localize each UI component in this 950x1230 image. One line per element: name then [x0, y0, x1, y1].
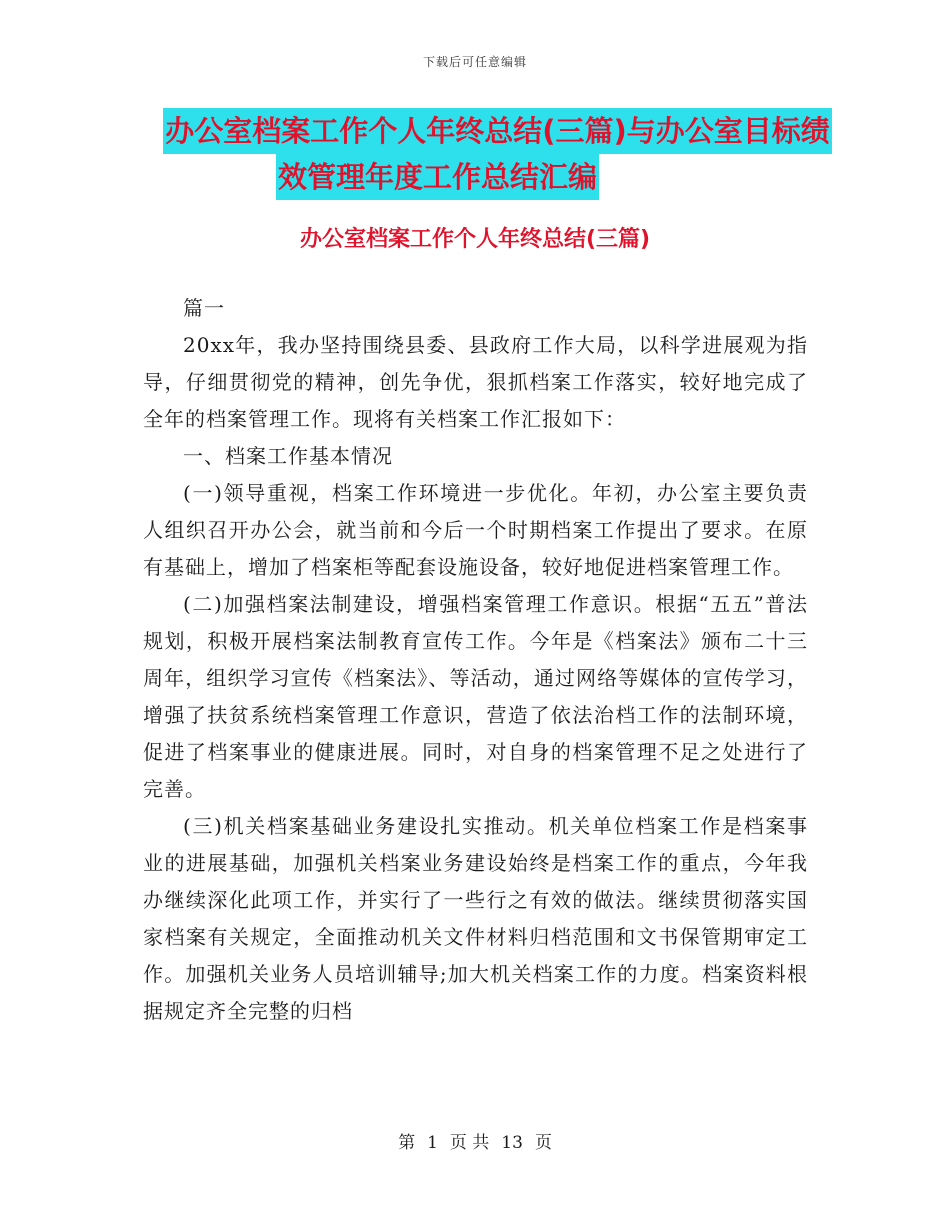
document-title [0, 108, 950, 200]
paragraph-item-2: (二)加强档案法制建设，增强档案管理工作意识。根据“五五”普法规划，积极开展档案法制教育宣传工作。今年是《档案法》颁布二十三周年，组织学习宣传《档案法》、等活动，通过网络等媒体的宣传学习，增强了扶贫系统档案管理工作意识，营造了依法治档工作的法制环境，促进了档案事业的健康进展。同时，对自身的档案管理不足之处进行了完善。 [143, 592, 808, 801]
paragraph-item-3: (三)机关档案基础业务建设扎实推动。机关单位档案工作是档案事业的进展基础，加强机关档案业务建设始终是档案工作的重点，今年我办继续深化此项工作，并实行了一些行之有效的做法。继续贯彻落实国家档案有关规定，全面推动机关文件材料归档范围和文书保管期审定工作。加强机关业务人员培训辅导;加大机关档案工作的力度。档案资料根据规定齐全完整的归档 [143, 814, 808, 1023]
section-heading: 一、档案工作基本情况 [183, 444, 393, 468]
footer-middle: 页 共 [449, 1133, 490, 1153]
title-line-1: 办公室档案工作个人年终总结(三篇)与办公室目标绩 [163, 108, 832, 154]
section-subtitle: 办公室档案工作个人年终总结(三篇) [299, 227, 651, 252]
document-body [143, 290, 808, 1030]
footer-suffix: 页 [534, 1133, 552, 1153]
footer-page-number: 1 [427, 1133, 438, 1153]
paragraph-heading-1: 篇一 [183, 296, 225, 320]
header-note: 下载后可任意编辑 [422, 55, 527, 69]
page-footer [0, 1128, 950, 1153]
paragraph-intro: 20xx年，我办坚持围绕县委、县政府工作大局，以科学进展观为指导，仔细贯彻党的精神，创先争优，狠抓档案工作落实，较好地完成了全年的档案管理工作。现将有关档案工作汇报如下： [143, 333, 808, 431]
paragraph-item-1: (一)领导重视，档案工作环境进一步优化。年初，办公室主要负责人组织召开办公会，就当前和今后一个时期档案工作提出了要求。在原有基础上，增加了档案柜等配套设施设备，较好地促进档案管理工作。 [143, 481, 808, 579]
title-line-2: 效管理年度工作总结汇编 [276, 154, 599, 200]
footer-total-pages: 13 [501, 1133, 523, 1153]
footer-prefix: 第 [398, 1133, 416, 1153]
